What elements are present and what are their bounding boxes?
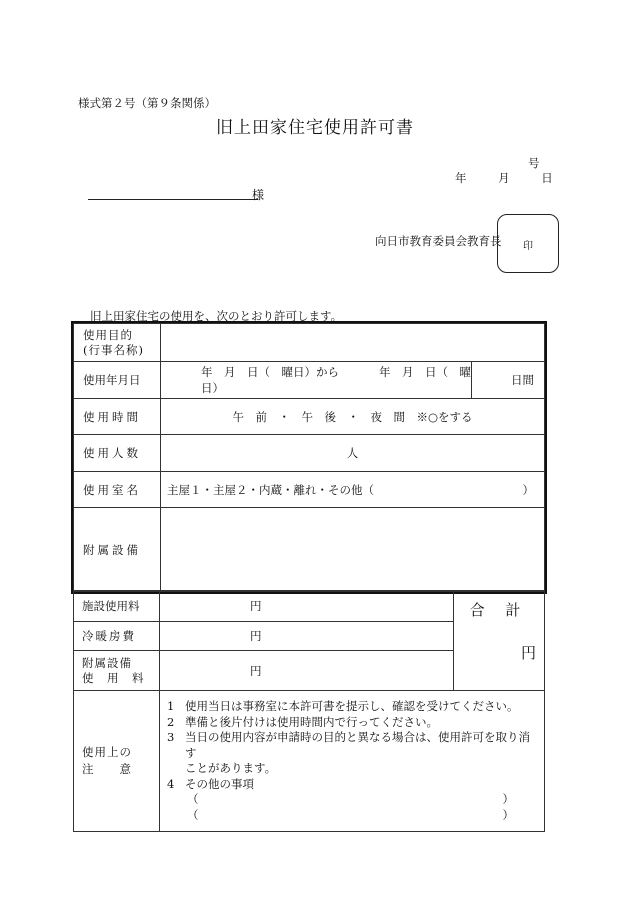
equip-fee-field[interactable]: 円 (160, 651, 454, 691)
facility-fee-field[interactable]: 円 (160, 591, 454, 622)
fee-and-notes-table (73, 590, 545, 832)
room-field[interactable]: 主屋１・主屋２・内蔵・離れ・その他（ ） (161, 472, 545, 508)
purpose-field[interactable] (161, 324, 545, 362)
room-label: 使用室名 (74, 472, 161, 508)
addressee-suffix: 様 (252, 188, 265, 202)
total-cell[interactable] (454, 591, 545, 691)
date-label: 使用年月日 (74, 362, 161, 399)
time-label: 使用時間 (74, 399, 161, 435)
note-item: 4 その他の事項 (167, 776, 254, 791)
equip-fee-label: 附属設備 使 用 料 (74, 651, 160, 691)
equipment-row (74, 508, 545, 592)
days-field[interactable]: 日間 (472, 362, 545, 399)
issuer-name: 向日市教育委員会教育長 (375, 234, 502, 248)
issue-date: 年 月 日 (455, 171, 553, 185)
issue-number: 号 (528, 156, 540, 170)
seal-label: 印 (523, 241, 533, 252)
purpose-row (74, 324, 545, 362)
equipment-field[interactable] (161, 508, 545, 592)
people-row (74, 435, 545, 472)
date-field[interactable]: 年 月 日（ 曜日）から 年 月 日（ 曜日） (161, 362, 472, 399)
purpose-label: 使用目的 (行事名称) (74, 324, 161, 362)
form-number: 様式第２号（第９条関係） (78, 96, 216, 110)
people-label: 使用人数 (74, 435, 161, 472)
note-item: 2 準備と後片付けは使用時間内で行ってください。 (167, 714, 438, 729)
notes-label: 使用上の 注 意 (74, 691, 160, 832)
facility-fee-row (74, 591, 545, 622)
hvac-fee-field[interactable]: 円 (160, 622, 454, 651)
hvac-fee-label: 冷暖房費 (74, 622, 160, 651)
total-yen: 円 (520, 643, 536, 662)
other-matter-line-2[interactable]: （ ） (187, 807, 514, 822)
date-row (74, 362, 545, 399)
equipment-label: 附属設備 (74, 508, 161, 592)
seal-box (497, 214, 559, 273)
notes-content (160, 691, 545, 832)
notes-row (74, 691, 545, 832)
permit-details-table (73, 323, 545, 592)
note-item: 3 当日の使用内容が申請時の目的と異なる場合は、使用許可を取り消す (167, 730, 530, 760)
other-matter-line-1[interactable]: （ ） (187, 792, 514, 806)
facility-fee-label: 施設使用料 (74, 591, 160, 622)
time-row (74, 399, 545, 435)
time-field[interactable]: 午 前 ・ 午 後 ・ 夜 間 ※○をする (161, 399, 545, 435)
people-field[interactable]: 人 (161, 435, 545, 472)
note-item: 1 使用当日は事務室に本許可書を提示し、確認を受けてください。 (167, 699, 519, 713)
total-label: 合 計 (469, 600, 529, 619)
room-row (74, 472, 545, 508)
note-item: ことがあります。 (185, 761, 277, 775)
addressee-line[interactable] (88, 199, 258, 200)
page-title: 旧上田家住宅使用許可書 (216, 118, 414, 138)
intro-text: 旧上田家住宅の使用を、次のとおり許可します。 (90, 309, 343, 323)
